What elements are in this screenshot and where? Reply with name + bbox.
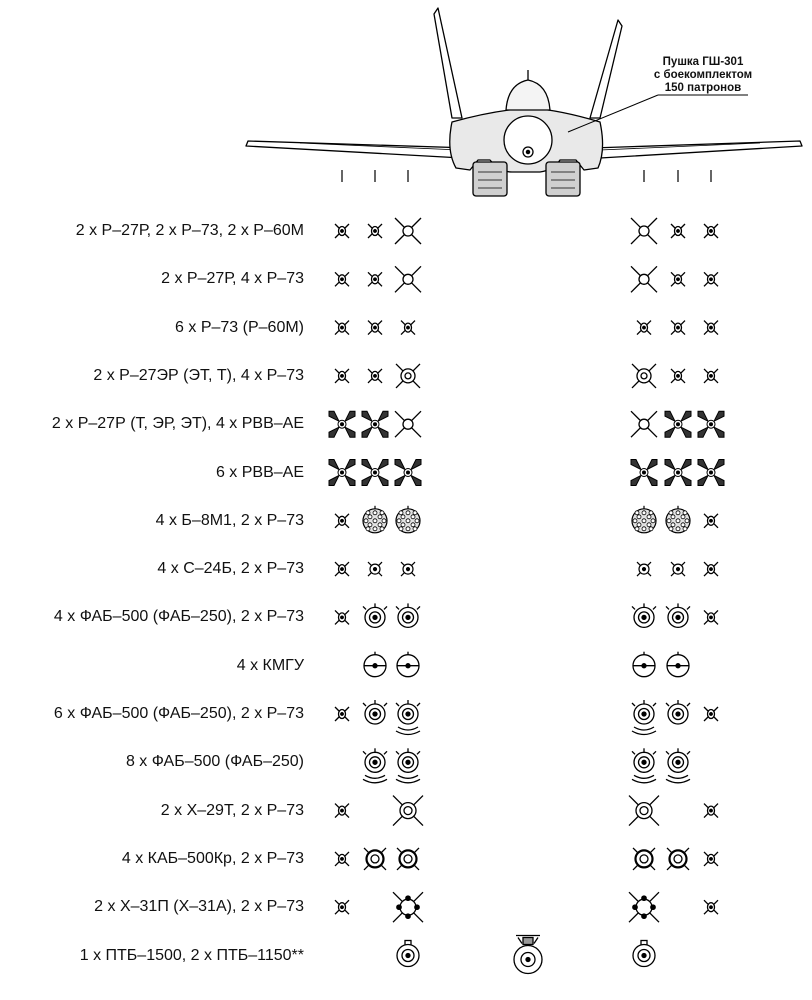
store-kh29-icon <box>629 796 659 826</box>
left-wing <box>246 141 470 158</box>
store-kab-icon <box>397 848 419 870</box>
store-s24-icon <box>368 562 382 576</box>
loadout-row <box>397 936 655 974</box>
store-fab2-icon <box>363 748 387 783</box>
loadout-label: 4 x ФАБ–500 (ФАБ–250), 2 x Р–73 <box>53 608 304 626</box>
store-rvv-icon <box>329 411 355 437</box>
store-kh31-icon <box>393 892 423 922</box>
store-r73-icon <box>671 224 685 238</box>
loadout-label: 2 x Х–29Т, 2 x Р–73 <box>160 801 304 819</box>
store-s24-icon <box>671 562 685 576</box>
mig29-front-view-drawing <box>246 8 802 196</box>
loadout-label: 4 x КМГУ <box>236 656 304 674</box>
store-b8-icon <box>666 506 690 533</box>
store-ptbc-icon <box>514 936 542 974</box>
store-fab-icon <box>666 700 690 724</box>
store-s24-icon <box>637 562 651 576</box>
loadout-label: 8 x ФАБ–500 (ФАБ–250) <box>125 753 304 771</box>
store-r73-icon <box>704 224 718 238</box>
store-kmgu-icon <box>633 652 655 677</box>
loadout-row <box>335 700 718 735</box>
loadout-label: 6 x РВВ–АЕ <box>215 463 304 481</box>
store-r73-icon <box>671 321 685 335</box>
loadout-row <box>335 562 718 576</box>
store-r27-icon <box>631 411 657 437</box>
store-r73-icon <box>335 707 349 721</box>
store-r27-icon <box>395 411 421 437</box>
loadout-row <box>335 266 718 292</box>
store-r27e-icon <box>396 364 420 388</box>
store-r73-icon <box>368 321 382 335</box>
store-r73-icon <box>335 514 349 528</box>
store-r73-icon <box>704 804 718 818</box>
store-rvv-icon <box>698 411 724 437</box>
store-r73-icon <box>335 272 349 286</box>
canopy <box>506 80 550 110</box>
store-fab2-icon <box>666 748 690 783</box>
store-kab-icon <box>364 848 386 870</box>
loadout-row <box>335 796 718 826</box>
loadout-row <box>335 892 718 922</box>
store-fab-icon <box>666 603 690 627</box>
loadout-label: 2 x Р–27ЭР (ЭТ, Т), 4 x Р–73 <box>93 366 304 384</box>
store-r73-icon <box>704 900 718 914</box>
cannon-callout-line2: с боекомплектом <box>653 69 753 81</box>
store-r73-icon <box>335 804 349 818</box>
store-b8-icon <box>396 506 420 533</box>
store-r73-icon <box>335 562 349 576</box>
loadout-label: 2 x Р–27Р (Т, ЭР, ЭТ), 4 x РВВ–АЕ <box>51 415 304 433</box>
loadout-row <box>364 652 689 677</box>
store-kh29-icon <box>393 796 423 826</box>
loadout-label: 6 x Р–73 (Р–60М) <box>175 318 304 336</box>
store-s24-icon <box>401 562 415 576</box>
store-r73-icon <box>704 321 718 335</box>
store-rvv-icon <box>665 460 691 486</box>
store-ptb-icon <box>633 941 655 967</box>
loadout-row <box>329 460 724 486</box>
store-r27-icon <box>631 266 657 292</box>
store-r73-icon <box>368 272 382 286</box>
store-r73-icon <box>335 224 349 238</box>
loadout-row <box>329 411 724 437</box>
loadout-label: 4 x КАБ–500Кр, 2 x Р–73 <box>121 849 304 867</box>
store-fab2-icon <box>396 748 420 783</box>
store-ptb-icon <box>397 941 419 967</box>
store-rvv-icon <box>665 411 691 437</box>
store-r73-icon <box>704 514 718 528</box>
store-r27-icon <box>631 218 657 244</box>
store-r27e-icon <box>632 364 656 388</box>
store-rvv-icon <box>631 460 657 486</box>
store-r73-icon <box>335 610 349 624</box>
loadout-label: 2 x Х–31П (Х–31А), 2 x Р–73 <box>94 898 304 916</box>
loadout-row <box>335 603 718 627</box>
store-kh31-icon <box>629 892 659 922</box>
loadout-row <box>335 848 718 870</box>
loadout-row <box>335 506 718 533</box>
loadout-label: 2 x Р–27Р, 2 x Р–73, 2 x Р–60М <box>75 222 304 239</box>
loadout-label: 1 x ПТБ–1500, 2 x ПТБ–1150** <box>79 946 304 964</box>
store-fab-icon <box>396 603 420 627</box>
left-intake <box>473 162 507 196</box>
store-rvv-icon <box>329 460 355 486</box>
loadout-rows <box>329 218 724 974</box>
store-rvv-icon <box>698 460 724 486</box>
store-kmgu-icon <box>364 652 386 677</box>
store-r73-icon <box>671 369 685 383</box>
loadout-label: 2 x Р–27Р, 4 x Р–73 <box>161 270 304 288</box>
store-r73-icon <box>368 369 382 383</box>
store-r73-icon <box>704 852 718 866</box>
store-r73-icon <box>335 369 349 383</box>
cannon-callout-line1: Пушка ГШ-301 <box>662 56 744 68</box>
store-fab2-icon <box>632 748 656 783</box>
cannon-leader-line <box>568 95 658 132</box>
store-r73-icon <box>335 852 349 866</box>
store-b8-icon <box>632 506 656 533</box>
store-b8-icon <box>363 506 387 533</box>
store-r73-icon <box>704 272 718 286</box>
cannon-callout-line3: 150 патронов <box>664 82 742 94</box>
store-fab-icon <box>632 603 656 627</box>
store-r73-icon <box>368 224 382 238</box>
loadout-row <box>335 218 718 244</box>
left-tail-fin <box>434 8 462 118</box>
store-r73-icon <box>637 321 651 335</box>
store-r27-icon <box>395 266 421 292</box>
right-tail-fin <box>590 20 622 118</box>
store-r73-icon <box>704 562 718 576</box>
right-wing <box>592 141 802 158</box>
cannon-callout <box>648 56 758 95</box>
loadout-row <box>335 321 718 335</box>
store-kab-icon <box>633 848 655 870</box>
right-intake <box>546 162 580 196</box>
store-r73-icon <box>704 610 718 624</box>
store-r73-icon <box>671 272 685 286</box>
store-r73-icon <box>704 707 718 721</box>
loadout-label: 6 x ФАБ–500 (ФАБ–250), 2 x Р–73 <box>53 705 304 722</box>
store-rvv-icon <box>362 411 388 437</box>
loadout-row <box>363 748 690 783</box>
store-r73-icon <box>335 900 349 914</box>
store-r73-icon <box>704 369 718 383</box>
loadout-row <box>335 364 718 388</box>
store-rvv-icon <box>395 460 421 486</box>
store-fab-icon <box>363 700 387 724</box>
store-fab2-icon <box>396 700 420 735</box>
loadout-label: 4 x С–24Б, 2 x Р–73 <box>157 560 304 578</box>
loadout-label: 4 x Б–8М1, 2 x Р–73 <box>155 511 304 529</box>
store-rvv-icon <box>362 460 388 486</box>
store-fab2-icon <box>632 700 656 735</box>
store-r73-icon <box>401 321 415 335</box>
store-kab-icon <box>667 848 689 870</box>
store-kmgu-icon <box>667 652 689 677</box>
store-fab-icon <box>363 603 387 627</box>
store-r73-icon <box>335 321 349 335</box>
store-kmgu-icon <box>397 652 419 677</box>
store-r27-icon <box>395 218 421 244</box>
